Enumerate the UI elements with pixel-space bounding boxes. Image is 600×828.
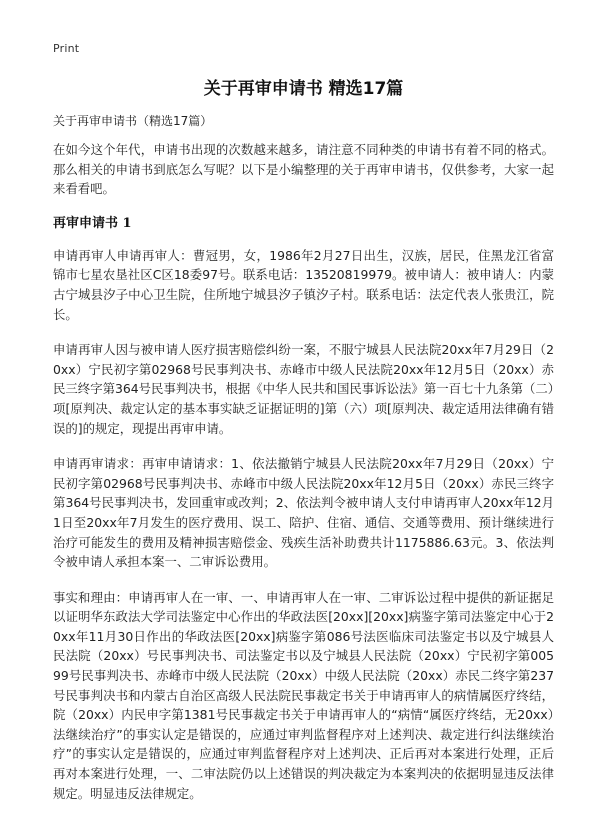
page-title: 关于再审申请书 精选17篇 (203, 79, 404, 99)
applicant-info-paragraph: 申请再审人申请再审人：曹冠男，女，1986年2月27日出生，汉族，居民，住黑龙江省富锦市七星农垦社区C区18委97号。联系电话：13520819979。被申请人：被申请人：内蒙古宁城县汐子中心卫生院，住所地宁城县汐子镇汐子村。联系电话：法定代表人张贵江，院长。 (53, 247, 554, 322)
retrial-request-paragraph: 申请再审请求：再审申请请求：1、依法撤销宁城县人民法院20xx年7月29日（20xx）宁民初字第02968号民事判决书、赤峰市中级人民法院20xx年12月5日（20xx）赤民三终字第364号民事判决书，发回重审或改判；2、依法判令被申请人支付申请再审人20xx年12月1日至20xx年7月发生的医疗费用、误工、陪护、住宿、通信、交通等费用、预计继续进行治疗可能发生的费用及精神损害赔偿金、残疾生活补助费共计1175886.63元。3、依法判令被申请人承担本案一、二审诉讼费用。 (53, 456, 554, 570)
intro-paragraph: 在如今这个年代，申请书出现的次数越来越多，请注意不同种类的申请书有着不同的格式。那么相关的申请书到底怎么写呢？以下是小编整理的关于再审申请书，仅供参考，大家一起来看看吧。 (53, 142, 554, 197)
document-subtitle: 关于再审申请书（精选17篇） (53, 114, 213, 128)
print-link[interactable]: Print (53, 42, 80, 55)
case-background-paragraph: 申请再审人因与被申请人医疗损害赔偿纠纷一案，不服宁城县人民法院20xx年7月29日（20xx）宁民初字第02968号民事判决书、赤峰市中级人民法院20xx年12月5日（20xx）赤民三终字第364号民事判决书，根据《中华人民共和国民事诉讼法》第一百七十九条第（二）项[原判决、裁定认定的基本事实缺乏证据证明的]第（六）项[原判决、裁定适用法律确有错误的]的规定，现提出再审申请。 (53, 342, 554, 436)
section-heading: 再审申请书 1 (53, 215, 132, 231)
facts-and-reasons-paragraph: 事实和理由：申请再审人在一审、一、申请再审人在一审、二审诉讼过程中提供的新证据足以证明华东政法大学司法鉴定中心作出的华政法医[20xx][20xx]病鉴字第司法鉴定中心于20xx年11月30日作出的华政法医[20xx]病鉴字第086号法医临床司法鉴定书以及宁城县人民法院（20xx）号民事判决书、司法鉴定书以及宁城县人民法院（20xx）宁民初字第00599号民事判决书、赤峰市中级人民法院（20xx）中级人民法院（20xx）赤民二终字第237号民事判决书和内蒙古自治区高级人民法院民事裁定书关于申请再审人的病情属医疗终结，院（20xx）内民申字第1381号民事裁定书关于申请再审人的“病情“属医疗终结，无20xx）法继续治疗”的事实认定是错误的，应通过审判监督程序对上述判决、裁定进行纠法继续治疗”的事实认定是错误的，应通过审判监督程序对上述判决、正后再对本案进行处理，正后再对本案进行处理，一、二审法院仍以上述错误的判决裁定为本案判决的依据明显违反法律规定。明显违反法律规定。 (53, 589, 554, 801)
